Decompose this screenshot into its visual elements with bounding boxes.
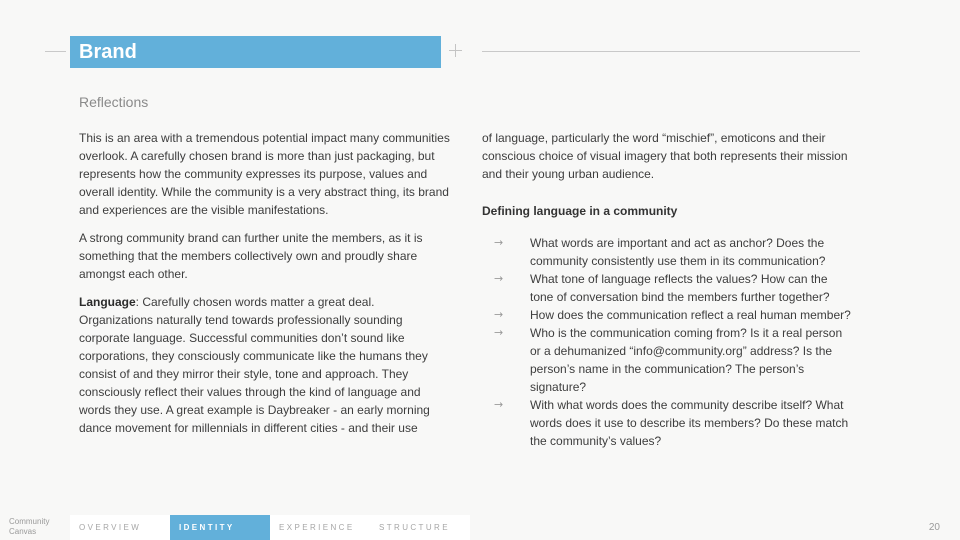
page-title: Brand [70,36,441,68]
paragraph-language [79,293,451,437]
language-text: : Carefully chosen words matter a great deal. Organizations naturally tend towards professionally sounding corporate language. Successful communities don’t sound like corporations, they consciously communicate like the humans they consist of and they mirror their style, tone and approach. They consciously reflect their values through the kind of language and words they use. A great example is Daybreaker - an early morning dance movement for millennials in different cities - and their use [79,295,430,435]
tab-overview[interactable]: OVERVIEW [70,515,170,540]
right-column [482,129,854,450]
plus-icon [449,44,462,57]
paragraph-unite: A strong community brand can further unite the members, as it is something that the members collectively own and proudly share amongst each other. [79,231,423,281]
arrow-right-icon: → [494,272,504,285]
list-item: → How does the communication reflect a real human member? [494,308,851,322]
header-rule-left [45,51,66,52]
left-column [79,129,451,447]
language-label: Language [79,295,136,309]
arrow-right-icon: → [494,398,504,411]
defining-language-heading: Defining language in a community [482,204,678,218]
footer-tabs [70,515,470,540]
footer-label: Community Canvas [9,517,50,536]
arrow-right-icon: → [494,236,504,249]
tab-structure[interactable]: STRUCTURE [370,515,470,540]
paragraph-intro: This is an area with a tremendous potential impact many communities overlook. A carefully chosen brand is more than just packaging, but represents how the community expresses its purpose, values and overall identity. While the community is a very abstract thing, its brand and experiences are the visible manifestations. [79,131,450,217]
list-item: → Who is the communication coming from? Is it a real person or a dehumanized “info@community.org” address? Is the person’s name in the communication? The person’s signature? [494,326,843,394]
list-item: → What tone of language reflects the values? How can the tone of conversation bind the members further together? [494,272,830,304]
arrow-right-icon: → [494,326,504,339]
list-item: → What words are important and act as anchor? Does the community consistently use them in its communication? [494,236,826,268]
header-rule-right [482,51,860,52]
list-item: → With what words does the community describe itself? What words does it use to describe its members? Do these match the community’s values? [494,398,849,448]
paragraph-continuation: of language, particularly the word “mischief”, emoticons and their conscious choice of visual imagery that both represents their mission and their young urban audience. [482,131,848,181]
tab-identity[interactable]: IDENTITY [170,515,270,540]
section-subtitle: Reflections [79,94,149,110]
arrow-right-icon: → [494,308,504,321]
question-list [482,234,854,450]
page-number: 20 [928,522,940,533]
tab-experience[interactable]: EXPERIENCE [270,515,370,540]
